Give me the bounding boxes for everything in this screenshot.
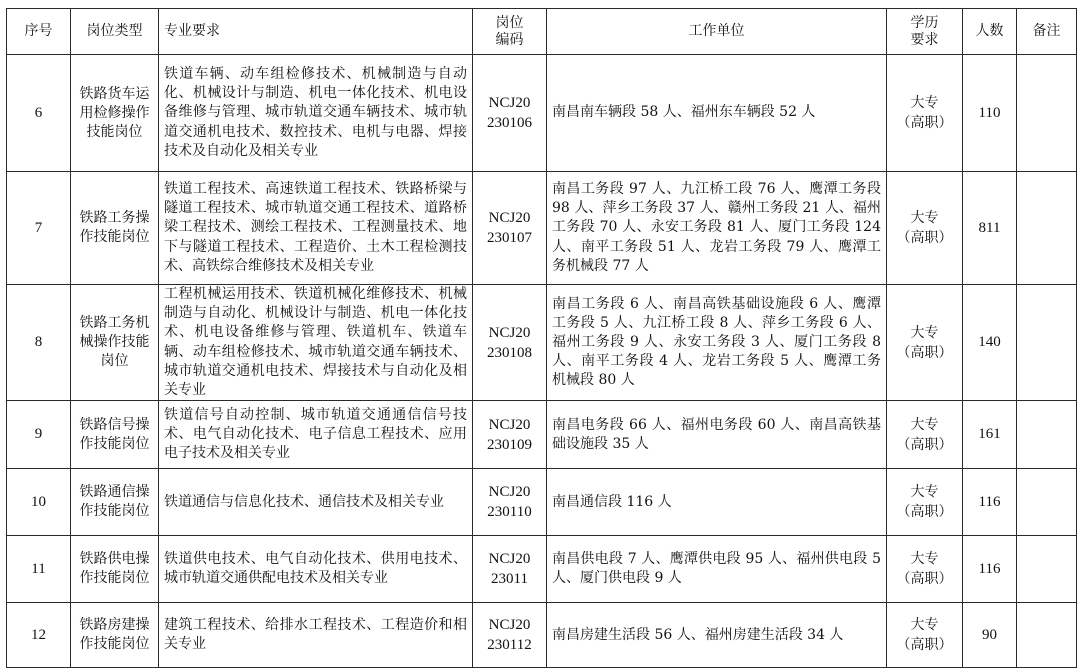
row-index: 9 <box>7 401 71 469</box>
row-count: 161 <box>963 401 1017 469</box>
row-edu: 大专 （高职） <box>887 55 963 172</box>
row-note <box>1017 469 1077 536</box>
row-major: 工程机械运用技术、铁道机械化维修技术、机械制造与自动化、机械设计与制造、机电一体化技术、机电设备维修与管理、铁道机车、铁道车辆、动车组检修技术、城市轨道交通车辆技术、城市轨道交通机电技术、焊接技术与自动化及相关专业 <box>159 285 473 401</box>
row-count: 811 <box>963 172 1017 285</box>
header-code: 岗位 编码 <box>473 9 547 55</box>
row-major: 铁道车辆、动车组检修技术、机械制造与自动化、机械设计与制造、机电一体化技术、机电设备维修与管理、城市轨道交通车辆技术、城市轨道交通机电技术、数控技术、电机与电器、焊接技术及自动化及相关专业 <box>159 55 473 172</box>
row-note <box>1017 603 1077 668</box>
row-count: 140 <box>963 285 1017 401</box>
row-index: 8 <box>7 285 71 401</box>
row-note <box>1017 401 1077 469</box>
row-count: 110 <box>963 55 1017 172</box>
row-major: 铁道供电技术、电气自动化技术、供用电技术、城市轨道交通供配电技术及相关专业 <box>159 536 473 603</box>
row-code: NCJ20 230110 <box>473 469 547 536</box>
row-edu: 大专 （高职） <box>887 285 963 401</box>
table-row <box>7 172 1077 285</box>
row-edu: 大专 （高职） <box>887 603 963 668</box>
row-count: 116 <box>963 536 1017 603</box>
row-index: 7 <box>7 172 71 285</box>
row-unit: 南昌南车辆段 58 人、福州东车辆段 52 人 <box>547 55 887 172</box>
row-type: 铁路工务操作技能岗位 <box>71 172 159 285</box>
row-type: 铁路工务机械操作技能岗位 <box>71 285 159 401</box>
header-count: 人数 <box>963 9 1017 55</box>
row-type: 铁路信号操作技能岗位 <box>71 401 159 469</box>
header-note: 备注 <box>1017 9 1077 55</box>
row-type: 铁路通信操作技能岗位 <box>71 469 159 536</box>
row-code: NCJ20 230109 <box>473 401 547 469</box>
table-row <box>7 55 1077 172</box>
row-unit: 南昌通信段 116 人 <box>547 469 887 536</box>
row-unit: 南昌房建生活段 56 人、福州房建生活段 34 人 <box>547 603 887 668</box>
row-major: 铁道工程技术、高速铁道工程技术、铁路桥梁与隧道工程技术、城市轨道交通工程技术、道路桥梁工程技术、测绘工程技术、工程测量技术、地下与隧道工程技术、工程造价、土木工程检测技术、高铁综合维修技术及相关专业 <box>159 172 473 285</box>
row-index: 11 <box>7 536 71 603</box>
table-row <box>7 285 1077 401</box>
header-major: 专业要求 <box>159 9 473 55</box>
row-type: 铁路供电操作技能岗位 <box>71 536 159 603</box>
recruitment-table-sheet <box>6 8 1077 668</box>
header-index: 序号 <box>7 9 71 55</box>
header-unit: 工作单位 <box>547 9 887 55</box>
row-code: NCJ20 230106 <box>473 55 547 172</box>
row-code: NCJ20 230107 <box>473 172 547 285</box>
table-row <box>7 469 1077 536</box>
row-major: 建筑工程技术、给排水工程技术、工程造价和相关专业 <box>159 603 473 668</box>
table-row <box>7 536 1077 603</box>
row-edu: 大专 （高职） <box>887 536 963 603</box>
row-type: 铁路房建操作技能岗位 <box>71 603 159 668</box>
row-unit: 南昌工务段 97 人、九江桥工段 76 人、鹰潭工务段 98 人、萍乡工务段 37 人、赣州工务段 21 人、福州工务段 70 人、永安工务段 81 人、厦门工务段 124 人、南平工务段 51 人、龙岩工务段 79 人、鹰潭工务机械段 77 人 <box>547 172 887 285</box>
row-note <box>1017 536 1077 603</box>
row-note <box>1017 55 1077 172</box>
row-code: NCJ20 230112 <box>473 603 547 668</box>
row-index: 10 <box>7 469 71 536</box>
row-major: 铁道通信与信息化技术、通信技术及相关专业 <box>159 469 473 536</box>
row-index: 12 <box>7 603 71 668</box>
table-row <box>7 401 1077 469</box>
table-row <box>7 603 1077 668</box>
row-code: NCJ20 230108 <box>473 285 547 401</box>
header-row <box>7 9 1077 55</box>
recruitment-table <box>6 8 1077 668</box>
header-edu: 学历 要求 <box>887 9 963 55</box>
row-unit: 南昌供电段 7 人、鹰潭供电段 95 人、福州供电段 5 人、厦门供电段 9 人 <box>547 536 887 603</box>
row-unit: 南昌电务段 66 人、福州电务段 60 人、南昌高铁基础设施段 35 人 <box>547 401 887 469</box>
header-type: 岗位类型 <box>71 9 159 55</box>
row-code: NCJ20 23011 <box>473 536 547 603</box>
row-type: 铁路货车运用检修操作技能岗位 <box>71 55 159 172</box>
row-count: 116 <box>963 469 1017 536</box>
row-edu: 大专 （高职） <box>887 172 963 285</box>
row-edu: 大专 （高职） <box>887 401 963 469</box>
row-count: 90 <box>963 603 1017 668</box>
row-index: 6 <box>7 55 71 172</box>
row-note <box>1017 285 1077 401</box>
row-major: 铁道信号自动控制、城市轨道交通通信信号技术、电气自动化技术、电子信息工程技术、应用电子技术及相关专业 <box>159 401 473 469</box>
row-unit: 南昌工务段 6 人、南昌高铁基础设施段 6 人、鹰潭工务段 5 人、九江桥工段 8 人、萍乡工务段 6 人、福州工务段 9 人、永安工务段 3 人、厦门工务段 8 人、南平工务段 4 人、龙岩工务段 5 人、鹰潭工务机械段 80 人 <box>547 285 887 401</box>
row-edu: 大专 （高职） <box>887 469 963 536</box>
row-note <box>1017 172 1077 285</box>
